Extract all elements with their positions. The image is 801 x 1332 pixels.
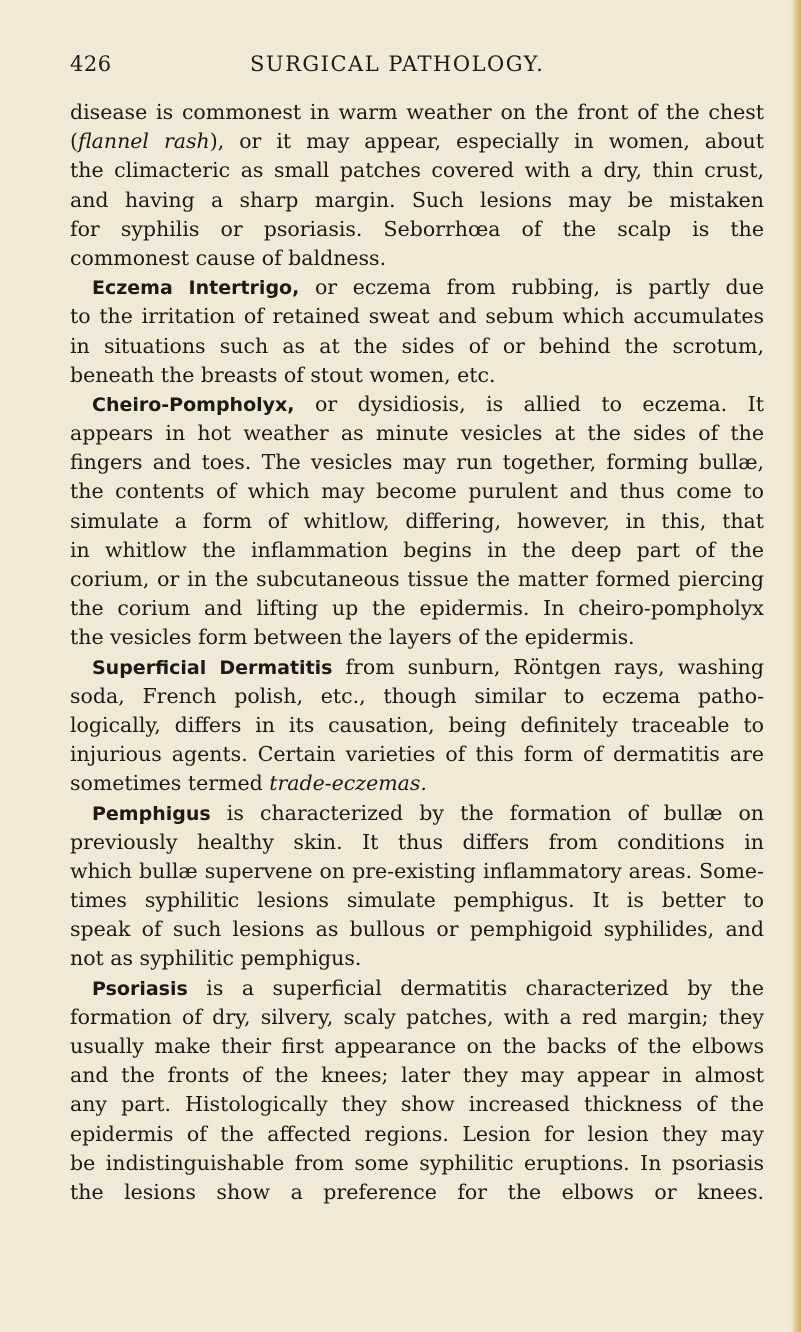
page-number: 426: [70, 52, 112, 76]
text-line: simulate a form of whitlow, differing, however, in this, that: [70, 508, 764, 533]
text-fragment: is a superficial dermatitis characterized by the: [187, 975, 764, 1000]
text-fragment: (: [70, 129, 78, 154]
text-line: beneath the breasts of stout women, etc.: [70, 362, 496, 387]
text-line: and having a sharp margin. Such lesions may be mistaken: [70, 187, 764, 212]
text-fragment: is characterized by the formation of bullæ on: [210, 800, 764, 825]
text-line: commonest cause of baldness.: [70, 245, 387, 270]
text-fragment: sometimes termed: [70, 771, 270, 796]
text-line: [70, 273, 764, 302]
text-line: disease is commonest in warm weather on the front of the chest: [70, 100, 764, 124]
text-line: speak of such lesions as bullous or pemphigoid syphilides, and: [70, 917, 764, 942]
text-line: the vesicles form between the layers of the epidermis.: [70, 625, 635, 650]
text-line: [70, 974, 764, 1003]
running-title: SURGICAL PATHOLOGY.: [250, 52, 545, 76]
text-line: [70, 769, 764, 798]
text-line: any part. Histologically they show increased thickness of the: [70, 1092, 764, 1117]
text-line: corium, or in the subcutaneous tissue the matter formed piercing: [70, 567, 764, 591]
text-fragment: from sunburn, Röntgen rays, washing: [332, 654, 764, 679]
text-line: be indistinguishable from some syphilitic eruptions. In psoriasis: [70, 1150, 764, 1175]
text-line: the lesions show a preference for the elbows or knees.: [70, 1179, 764, 1204]
text-line: [70, 799, 764, 828]
section-term: Eczema Intertrigo,: [92, 277, 300, 300]
page-header: [70, 52, 760, 82]
text-line: for syphilis or psoriasis. Seborrhœa of the scalp is the: [70, 216, 764, 241]
text-line: and the fronts of the knees; later they may appear in almost: [70, 1063, 764, 1088]
text-line: fingers and toes. The vesicles may run together, forming bullæ,: [70, 450, 764, 475]
paragraph-baldness: [70, 98, 764, 273]
text-line: the climacteric as small patches covered with a dry, thin crust,: [70, 158, 764, 183]
section-term: Superficial Dermatitis: [92, 656, 333, 679]
text-line: epidermis of the affected regions. Lesion for lesion they may: [70, 1121, 764, 1146]
italic-term: flannel rash: [78, 129, 210, 154]
text-line: injurious agents. Certain varieties of this form of dermatitis are: [70, 742, 764, 767]
section-term: Pemphigus: [92, 802, 211, 825]
section-term: Cheiro-Pompholyx,: [92, 393, 295, 416]
text-line: in situations such as at the sides of or behind the scrotum,: [70, 333, 764, 358]
text-line: usually make their first appearance on the backs of the elbows: [70, 1034, 764, 1058]
text-line: which bullæ supervene on pre-existing inflammatory areas. Some-: [70, 858, 764, 883]
text-line: the contents of which may become purulent and thus come to: [70, 479, 764, 504]
text-line: [70, 390, 764, 419]
text-line: to the irritation of retained sweat and sebum which accumulates: [70, 304, 764, 329]
paragraph-cheiro-pompholyx: [70, 390, 764, 653]
paragraph-pemphigus: [70, 799, 764, 974]
page-edge: [791, 0, 801, 1332]
text-line: [70, 127, 764, 156]
paragraph-eczema-intertrigo: [70, 273, 764, 390]
text-fragment: ), or it may appear, especially in women, about: [209, 129, 764, 154]
text-line: in whitlow the inflammation begins in the deep part of the: [70, 537, 764, 562]
text-line: [70, 653, 764, 682]
body-text: [70, 98, 764, 1207]
text-line: soda, French polish, etc., though similar to eczema patho-: [70, 683, 764, 708]
section-term: Psoriasis: [92, 977, 188, 1000]
text-line: previously healthy skin. It thus differs from conditions in: [70, 829, 764, 854]
text-line: not as syphilitic pemphigus.: [70, 946, 362, 971]
paragraph-psoriasis: [70, 974, 764, 1208]
text-fragment: or eczema from rubbing, is partly due: [299, 275, 764, 300]
text-line: appears in hot weather as minute vesicles at the sides of the: [70, 421, 764, 446]
text-line: the corium and lifting up the epidermis. In cheiro-pompholyx: [70, 596, 764, 621]
text-line: logically, differs in its causation, being definitely traceable to: [70, 712, 764, 737]
italic-term: trade-eczemas.: [269, 771, 427, 796]
paragraph-superficial-dermatitis: [70, 653, 764, 799]
text-line: formation of dry, silvery, scaly patches, with a red margin; they: [70, 1004, 764, 1029]
text-fragment: or dysidiosis, is allied to eczema. It: [294, 391, 764, 416]
text-line: times syphilitic lesions simulate pemphigus. It is better to: [70, 888, 764, 913]
